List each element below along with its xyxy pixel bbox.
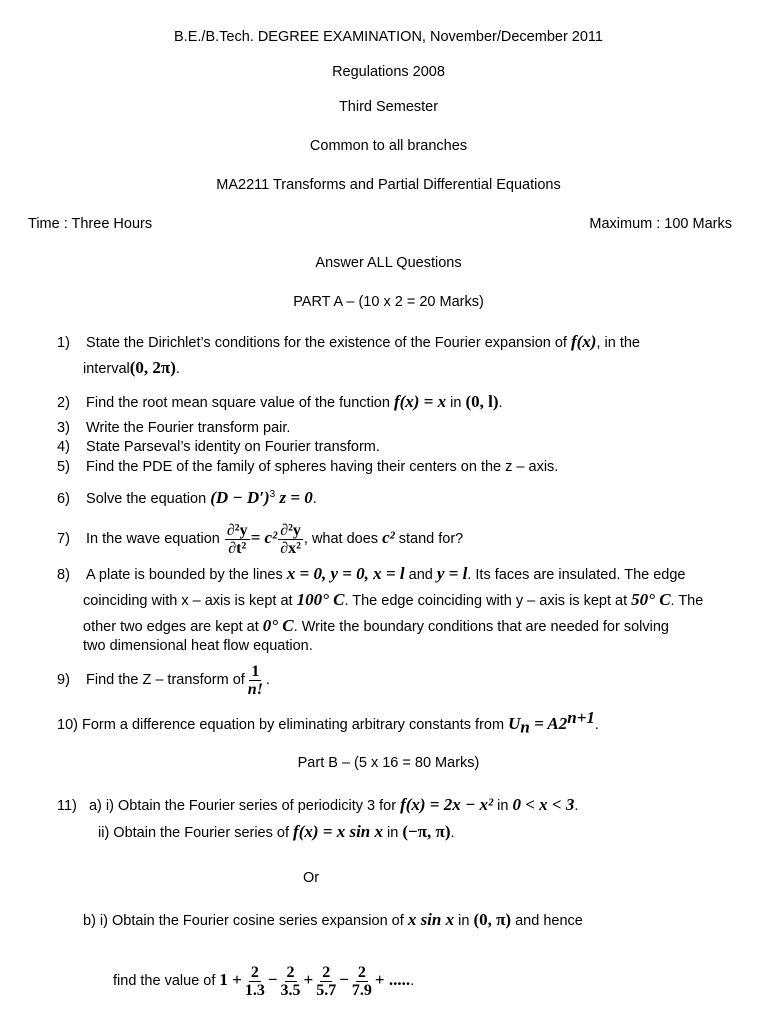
exponent: n+1 xyxy=(567,708,595,727)
denominator: 7.9 xyxy=(351,981,372,999)
question-text: . xyxy=(265,672,270,688)
part-b-heading: Part B – (5 x 16 = 80 Marks) xyxy=(297,755,480,771)
question-text: in xyxy=(454,913,474,929)
question-text: . Its faces are insulated. The edge xyxy=(467,567,686,583)
question-number: 10) xyxy=(57,716,78,733)
question-number: 11) xyxy=(57,798,77,814)
question-number: 5) xyxy=(57,459,70,475)
question-text: . The xyxy=(670,593,704,609)
question-text: Write the Fourier transform pair. xyxy=(86,420,291,436)
question-number: 7) xyxy=(57,531,70,547)
math: x sin x xyxy=(407,910,455,929)
fraction xyxy=(246,663,265,698)
question-11a-ii xyxy=(98,823,455,842)
question-text: and hence xyxy=(511,913,583,929)
question-8-line-4: two dimensional heat flow equation. xyxy=(83,638,313,654)
math: 50° C xyxy=(631,590,671,609)
question-8-line-2 xyxy=(83,591,703,610)
math: = A2 xyxy=(529,713,568,733)
question-text: a) i) Obtain the Fourier series of periodicity 3 for xyxy=(88,798,401,814)
question-text: . xyxy=(312,490,317,507)
question-text: . xyxy=(450,825,455,841)
exponent: 3 xyxy=(269,489,276,500)
question-text: . xyxy=(410,973,415,989)
question-11b-series xyxy=(113,960,414,1001)
question-number: 4) xyxy=(57,439,70,455)
math: 100° C xyxy=(296,590,345,609)
question-text: . xyxy=(574,798,579,814)
question-number: 6) xyxy=(57,490,70,507)
question-10 xyxy=(57,709,599,737)
numerator: 2 xyxy=(286,963,295,981)
question-text: ii) Obtain the Fourier series of xyxy=(98,825,294,841)
question-text: in xyxy=(493,798,513,814)
instruction: Answer ALL Questions xyxy=(315,255,462,271)
question-number: 1) xyxy=(57,335,70,351)
math: c² xyxy=(382,528,395,547)
exam-title: B.E./B.Tech. DEGREE EXAMINATION, November/December 2011 xyxy=(174,29,603,45)
denominator: ∂t² xyxy=(228,539,247,557)
math: x = 0, y = 0, x = l xyxy=(286,564,405,583)
question-text: stand for? xyxy=(394,531,464,547)
question-text: , what does xyxy=(303,531,383,547)
denominator: 5.7 xyxy=(316,981,337,999)
question-number: 9) xyxy=(57,672,70,688)
fraction xyxy=(243,964,267,999)
question-1 xyxy=(57,333,757,352)
question-text: Find the PDE of the family of spheres having their centers on the z – axis. xyxy=(86,459,559,475)
denominator: n! xyxy=(247,680,263,698)
question-text: and xyxy=(404,567,437,583)
operator: + ..... xyxy=(374,970,411,989)
question-text: Find the Z – transform of xyxy=(86,672,245,688)
math: (D − D′) xyxy=(210,487,270,507)
denominator: 3.5 xyxy=(280,981,301,999)
time: Time : Three Hours xyxy=(28,216,153,232)
question-7 xyxy=(57,520,463,557)
numerator: 2 xyxy=(250,963,259,981)
question-text: State the Dirichlet’s conditions for the existence of the Fourier expansion of xyxy=(86,335,571,351)
question-text: interval xyxy=(83,361,130,377)
question-text: . xyxy=(498,395,503,411)
math: f(x) = x xyxy=(393,392,447,411)
question-text: In the wave equation xyxy=(86,531,224,547)
denominator: 1.3 xyxy=(244,981,265,999)
question-text: . xyxy=(175,361,180,377)
operator: − xyxy=(339,970,349,989)
math: y = l xyxy=(436,564,468,583)
operator: + xyxy=(303,970,314,989)
question-text: Find the root mean square value of the function xyxy=(86,395,394,411)
math: (0, l) xyxy=(465,392,499,411)
question-9 xyxy=(57,662,270,698)
question-1-line-2 xyxy=(83,359,180,378)
math: f(x) xyxy=(570,332,597,351)
math: (0, 2π) xyxy=(129,358,176,377)
question-3 xyxy=(57,419,290,437)
math: 0 < x < 3 xyxy=(512,795,575,814)
question-text: Form a difference equation by eliminating arbitrary constants from xyxy=(82,716,509,733)
math: f(x) = 2x − x² xyxy=(400,795,494,814)
operator: − xyxy=(267,970,278,989)
question-text: . xyxy=(594,716,599,733)
denominator: ∂x² xyxy=(280,539,301,557)
series xyxy=(242,963,411,999)
math: (0, π) xyxy=(473,910,512,929)
math: f(x) = x sin x xyxy=(293,822,383,841)
math: 0° C xyxy=(262,616,294,635)
math: (−π, π) xyxy=(402,822,451,841)
question-5 xyxy=(57,458,558,476)
question-text: in xyxy=(383,825,403,841)
question-4 xyxy=(57,438,380,456)
question-text: State Parseval’s identity on Fourier transform. xyxy=(86,439,380,455)
question-text: A plate is bounded by the lines xyxy=(86,567,287,583)
fraction xyxy=(278,522,303,557)
fraction xyxy=(225,522,250,557)
fraction xyxy=(314,964,338,999)
question-text: . The edge coinciding with y – axis is kept at xyxy=(344,593,632,609)
question-number: 3) xyxy=(57,420,70,436)
regulations: Regulations 2008 xyxy=(332,64,445,80)
math: z = 0 xyxy=(275,487,313,507)
question-6 xyxy=(57,486,317,508)
numerator: 1 xyxy=(251,662,260,680)
fraction xyxy=(350,964,374,999)
or-separator: Or xyxy=(303,870,320,886)
semester: Third Semester xyxy=(338,99,439,115)
subscript: n xyxy=(520,717,530,737)
numerator: 2 xyxy=(322,963,331,981)
question-text: coinciding with x – axis is kept at xyxy=(83,593,297,609)
math: 1 + xyxy=(219,970,242,989)
question-number: 2) xyxy=(57,395,70,411)
math: U xyxy=(508,713,521,733)
subject: MA2211 Transforms and Partial Differential Equations xyxy=(216,177,561,193)
question-text: other two edges are kept at xyxy=(83,619,263,635)
question-8-line-3 xyxy=(83,617,669,636)
numerator: ∂²y xyxy=(226,521,248,539)
question-text: in xyxy=(446,395,466,411)
question-2 xyxy=(57,393,503,412)
question-text: . Write the boundary conditions that are needed for solving xyxy=(293,619,669,635)
question-text: , in the xyxy=(596,335,640,351)
numerator: 2 xyxy=(357,963,366,981)
question-8 xyxy=(57,565,686,584)
question-11a-i xyxy=(57,796,578,815)
question-text: b) i) Obtain the Fourier cosine series expansion of xyxy=(83,913,408,929)
question-number: 8) xyxy=(57,567,70,583)
numerator: ∂²y xyxy=(280,521,301,539)
question-text: Solve the equation xyxy=(86,490,211,507)
max-marks: Maximum : 100 Marks xyxy=(589,216,732,232)
math: = c² xyxy=(250,528,278,547)
question-11b-i xyxy=(83,911,583,930)
fraction xyxy=(279,964,303,999)
part-a-heading: PART A – (10 x 2 = 20 Marks) xyxy=(293,294,484,310)
question-text: find the value of xyxy=(113,973,220,989)
branches: Common to all branches xyxy=(309,138,468,154)
